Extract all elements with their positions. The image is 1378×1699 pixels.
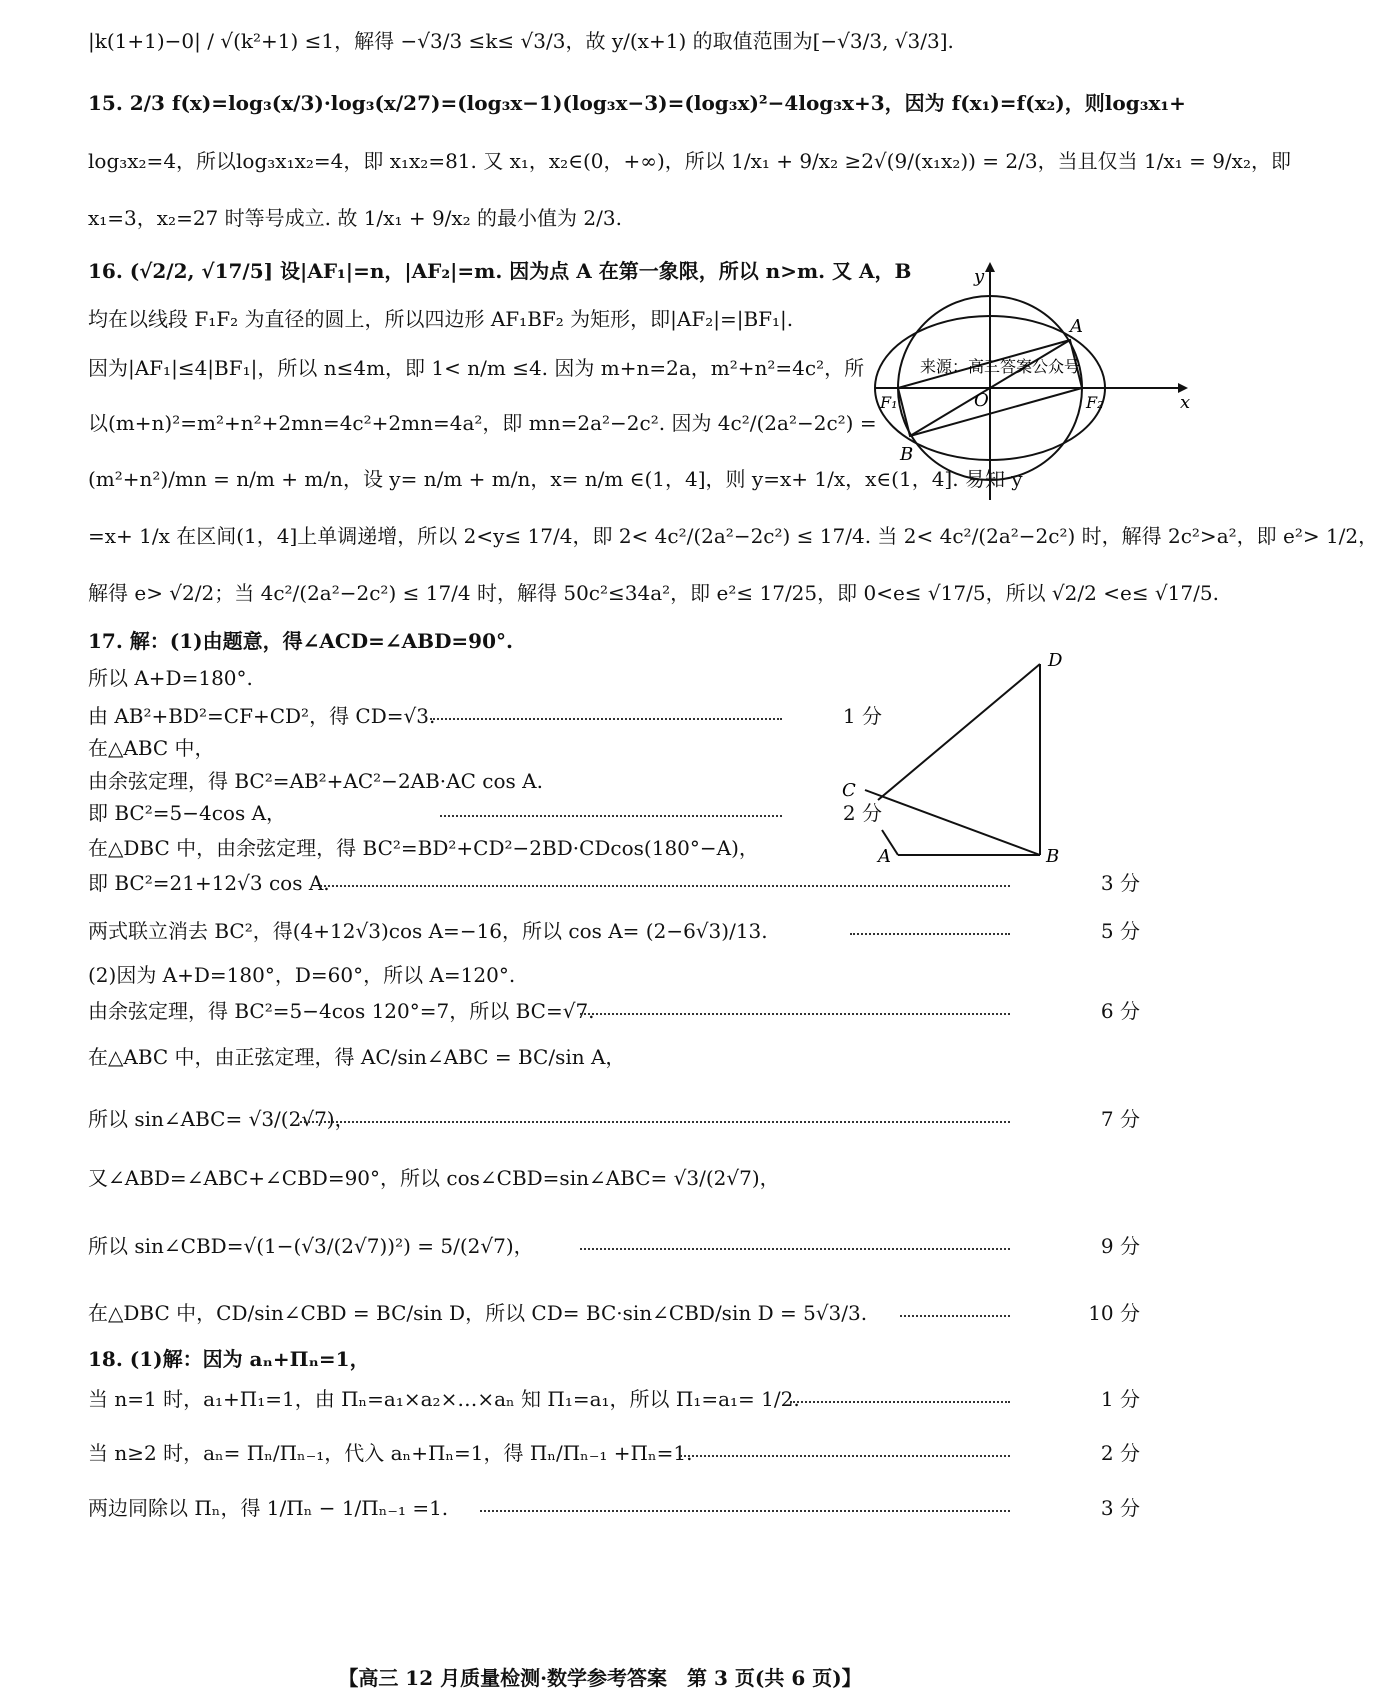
answer-18-line-3: 当 n≥2 时，aₙ= Πₙ/Πₙ₋₁，代入 aₙ+Πₙ=1，得 Πₙ/Πₙ₋₁ +Πₙ=1. (88, 1441, 693, 1465)
score-label: 10 分 (1088, 1301, 1140, 1325)
answer-16-line-3: 因为|AF₁|≤4|BF₁|，所以 n≤4m，即 1< n/m ≤4. 因为 m+n=2a，m²+n²=4c²，所 (88, 356, 865, 380)
answer-14-tail: |k(1+1)−0| / √(k²+1) ≤1，解得 −√3/3 ≤k≤ √3/3，故 y/(x+1) 的取值范围为[−√3/3, √3/3]. (88, 29, 954, 53)
point-d-label: D (1048, 650, 1063, 671)
answer-17-line-6: 即 BC²=5−4cos A， (88, 801, 287, 825)
answer-17-line-11: 由余弦定理，得 BC²=5−4cos 120°=7，所以 BC=√7. (88, 999, 595, 1023)
answer-17-line-2: 所以 A+D=180°. (88, 666, 253, 690)
score-label: 9 分 (1100, 1234, 1140, 1258)
answer-18-line-1: 18. (1)解：因为 aₙ+Πₙ=1， (88, 1347, 370, 1371)
point-b-label: B (1046, 846, 1060, 867)
score-label: 6 分 (1100, 999, 1140, 1023)
point-c-label: C (842, 780, 856, 801)
point-a-label: A (1070, 316, 1083, 337)
answer-17-line-5: 由余弦定理，得 BC²=AB²+AC²−2AB·AC cos A. (88, 769, 543, 793)
answer-17-line-9: 两式联立消去 BC²，得(4+12√3)cos A=−16，所以 cos A= (2−6√3)/13. (88, 919, 768, 943)
answer-17-line-4: 在△ABC 中， (88, 736, 215, 760)
page-footer: 【高三 12 月质量检测·数学参考答案 第 3 页(共 6 页)】 (338, 1666, 862, 1690)
answer-17-line-16: 在△DBC 中，CD/sin∠CBD = BC/sin D，所以 CD= BC·sin∠CBD/sin D = 5√3/3. (88, 1301, 868, 1325)
ellipse-circle-figure (870, 260, 1200, 510)
origin-label: O (974, 390, 989, 411)
dot-leader (480, 1510, 1010, 1512)
focus-f2-label: F₂ (1086, 393, 1104, 412)
dot-leader (680, 1455, 1010, 1457)
dot-leader (320, 885, 1010, 887)
score-label: 3 分 (1100, 1496, 1140, 1520)
answer-17-line-7: 在△DBC 中，由余弦定理，得 BC²=BD²+CD²−2BD·CDcos(180°−A)， (88, 836, 759, 860)
score-label: 1 分 (842, 704, 882, 728)
score-label: 7 分 (1100, 1107, 1140, 1131)
answer-17-line-10: (2)因为 A+D=180°，D=60°，所以 A=120°. (88, 963, 516, 987)
dot-leader (850, 933, 1010, 935)
y-axis-label: y (974, 266, 985, 287)
answer-17-line-1: 17. 解：(1)由题意，得∠ACD=∠ABD=90°. (88, 629, 513, 653)
answer-17-line-8: 即 BC²=21+12√3 cos A. (88, 871, 330, 895)
answer-18-line-4: 两边同除以 Πₙ，得 1/Πₙ − 1/Πₙ₋₁ =1. (88, 1496, 449, 1520)
answer-17-line-13: 所以 sin∠ABC= √3/(2√7)， (88, 1107, 355, 1131)
score-label: 2 分 (1100, 1441, 1140, 1465)
score-label: 1 分 (1100, 1387, 1140, 1411)
answer-16-line-1: 16. (√2/2, √17/5] 设|AF₁|=n，|AF₂|=m. 因为点 A 在第一象限，所以 n>m. 又 A，B (88, 259, 912, 283)
score-label: 3 分 (1100, 871, 1140, 895)
segment-dc (878, 664, 1040, 800)
answer-16-line-4: 以(m+n)²=m²+n²+2mn=4c²+2mn=4a²，即 mn=2a²−2c². 因为 4c²/(2a²−2c²) = (88, 411, 877, 435)
watermark-text: 来源：高三答案公众号 (920, 357, 1081, 376)
dot-leader (440, 815, 782, 817)
answer-16-line-2: 均在以线段 F₁F₂ 为直径的圆上，所以四边形 AF₁BF₂ 为矩形，即|AF₂|=|BF₁|. (88, 307, 794, 331)
answer-16-line-5: (m²+n²)/mn = n/m + m/n，设 y= n/m + m/n，x= n/m ∈(1，4]，则 y=x+ 1/x，x∈(1，4]. 易知 y (88, 467, 1023, 491)
dot-leader (300, 1121, 1010, 1123)
quadrilateral-figure (842, 650, 1200, 880)
answer-15-line-2: log₃x₂=4，所以log₃x₁x₂=4，即 x₁x₂=81. 又 x₁，x₂∈(0，+∞)，所以 1/x₁ + 9/x₂ ≥2√(9/(x₁x₂)) = 2/3，当且仅当 1/x₁ = 9/x₂，即 (88, 149, 1291, 173)
answer-15-line-3: x₁=3，x₂=27 时等号成立. 故 1/x₁ + 9/x₂ 的最小值为 2/3. (88, 206, 622, 230)
focus-f1-label: F₁ (880, 393, 898, 412)
score-label: 5 分 (1100, 919, 1140, 943)
answer-17-line-3: 由 AB²+BD²=CF+CD²，得 CD=√3. (88, 704, 436, 728)
point-b-label: B (900, 444, 914, 465)
dot-leader (900, 1315, 1010, 1317)
dot-leader (430, 718, 782, 720)
y-axis-arrow (985, 262, 995, 272)
point-a-label: A (878, 846, 891, 867)
score-label: 2 分 (842, 801, 882, 825)
answer-16-line-6: =x+ 1/x 在区间(1，4]上单调递增，所以 2<y≤ 17/4，即 2< 4c²/(2a²−2c²) ≤ 17/4. 当 2< 4c²/(2a²−2c²) 时，解得 2c²>a²，即 e²> 1/2， (88, 524, 1378, 548)
dot-leader (580, 1248, 1010, 1250)
answer-16-line-7: 解得 e> √2/2；当 4c²/(2a²−2c²) ≤ 17/4 时，解得 50c²≤34a²，即 e²≤ 17/25，即 0<e≤ √17/5，所以 √2/2 <e≤ √17/5. (88, 581, 1219, 605)
answer-17-line-14: 又∠ABD=∠ABC+∠CBD=90°，所以 cos∠CBD=sin∠ABC= √3/(2√7)， (88, 1166, 780, 1190)
answer-17-line-15: 所以 sin∠CBD=√(1−(√3/(2√7))²) = 5/(2√7)， (88, 1234, 534, 1258)
answer-17-line-12: 在△ABC 中，由正弦定理，得 AC/sin∠ABC = BC/sin A， (88, 1045, 626, 1069)
dot-leader (790, 1401, 1010, 1403)
dot-leader (580, 1013, 1010, 1015)
x-axis-label: x (1180, 392, 1191, 413)
answer-15-line-1: 15. 2/3 f(x)=log₃(x/3)·log₃(x/27)=(log₃x−1)(log₃x−3)=(log₃x)²−4log₃x+3，因为 f(x₁)=f(x₂)，则log₃x₁+ (88, 91, 1186, 115)
answer-18-line-2: 当 n=1 时，a₁+Π₁=1，由 Πₙ=a₁×a₂×…×aₙ 知 Π₁=a₁，所以 Π₁=a₁= 1/2. (88, 1387, 800, 1411)
